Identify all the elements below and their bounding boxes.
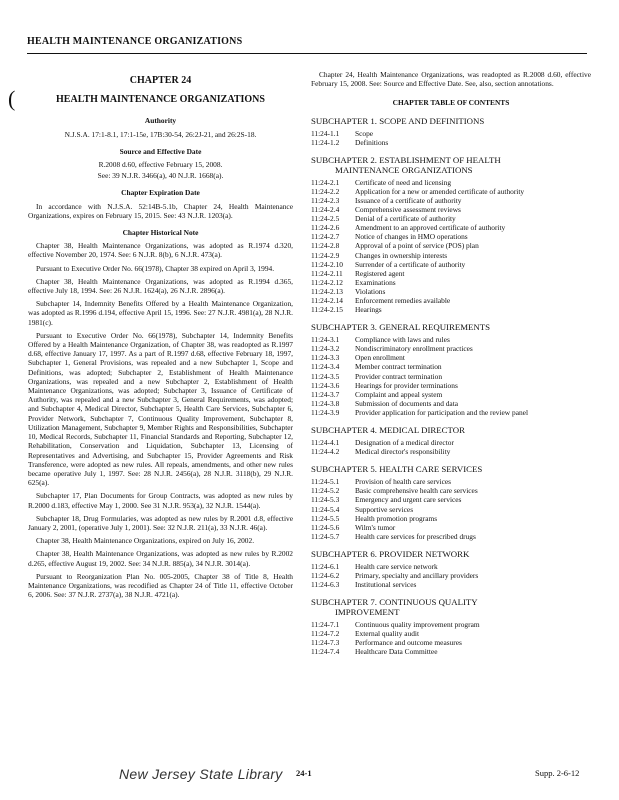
authority-heading: Authority <box>144 116 177 126</box>
section-title: Hearings <box>355 305 382 315</box>
section-number: 11:24-5.1 <box>311 477 340 487</box>
historical-paragraph: Pursuant to Executive Order No. 66(1978), Chapter 38 expired on April 3, 1994. <box>36 263 275 273</box>
subchapter-heading <box>311 597 591 617</box>
section-title: Provider contract termination <box>355 371 443 381</box>
section-number: 11:24-2.10 <box>311 259 343 269</box>
section-title: Wilm's tumor <box>355 522 396 532</box>
toc-entry <box>311 344 591 353</box>
subchapter-title: SUBCHAPTER 4. MEDICAL DIRECTOR <box>311 425 465 436</box>
toc-entry <box>311 214 591 223</box>
source-line: R.2008 d.60, effective February 15, 2008. <box>98 160 223 170</box>
section-number: 11:24-2.5 <box>311 214 340 224</box>
section-number: 11:24-2.6 <box>311 223 340 233</box>
section-title: Notice of changes in HMO operations <box>355 232 468 242</box>
margin-bracket-mark: ( <box>8 86 16 111</box>
source-heading: Source and Effective Date <box>119 146 202 156</box>
section-title: Nondiscriminatory enrollment practices <box>355 344 473 354</box>
historical-heading: Chapter Historical Note <box>122 228 199 238</box>
section-title: Issuance of a certificate of authority <box>355 195 462 205</box>
section-title: Medical director's responsibility <box>355 447 451 457</box>
section-number: 11:24-2.15 <box>311 305 343 315</box>
toc-entry <box>311 187 591 196</box>
toc-entry <box>311 129 591 138</box>
toc-entry <box>311 232 591 241</box>
subchapter-title: SUBCHAPTER 6. PROVIDER NETWORK <box>311 548 470 559</box>
section-title: Hearings for provider terminations <box>355 380 458 390</box>
header-rule <box>27 53 587 54</box>
chapter-number: CHAPTER 24 <box>129 75 192 86</box>
historical-paragraph: Subchapter 17, Plan Documents for Group Contracts, was adopted as new rules by R.2000 d.183, effective May 1, 2000. See 31 N.J.R. 953(a), 32 N.J.R. 1544(a). <box>28 491 293 510</box>
toc-entry <box>311 399 591 408</box>
readopt-text: Chapter 24, Health Maintenance Organizations, was readopted as R.2008 d.60, effective February 15, 2008. See: Source and Effective Date. See, also, section annotations. <box>311 70 591 89</box>
toc-entry <box>311 408 591 417</box>
toc-entry <box>311 562 591 571</box>
section-number: 11:24-2.13 <box>311 286 343 296</box>
section-title: Comprehensive assessment reviews <box>355 205 461 215</box>
toc-entry <box>311 438 591 447</box>
section-number: 11:24-2.9 <box>311 250 340 260</box>
section-title: Certificate of need and licensing <box>355 177 452 187</box>
section-number: 11:24-3.4 <box>311 362 340 372</box>
toc-entry <box>311 223 591 232</box>
chapter-title: HEALTH MAINTENANCE ORGANIZATIONS <box>56 94 265 106</box>
section-number: 11:24-2.11 <box>311 268 343 278</box>
toc-entry <box>311 638 591 647</box>
section-number: 11:24-5.5 <box>311 513 340 523</box>
authority-text: N.J.S.A. 17:1-8.1, 17:1-15e, 17B:30-54, 26:2J-21, and 26:2S-18. <box>64 129 257 139</box>
section-number: 11:24-3.3 <box>311 353 340 363</box>
section-number: 11:24-2.3 <box>311 195 340 205</box>
toc-entry <box>311 353 591 362</box>
section-title: Emergency and urgent care services <box>355 495 462 505</box>
toc-entry <box>311 251 591 260</box>
section-number: 11:24-3.7 <box>311 389 340 399</box>
historical-paragraph: Subchapter 14, Indemnity Benefits Offered by a Health Maintenance Organization, was adopted as R.1996 d.194, effective April 15, 1996. See: 27 N.J.R. 4981(a), 28 N.J.R. 1981(c). <box>28 299 293 327</box>
section-title: Violations <box>355 286 386 296</box>
section-title: Registered agent <box>355 268 405 278</box>
toc-entry <box>311 580 591 589</box>
section-title: Continuous quality improvement program <box>355 620 480 630</box>
subchapter-title: SUBCHAPTER 1. SCOPE AND DEFINITIONS <box>311 115 485 126</box>
historical-paragraph: Pursuant to Executive Order No. 66(1978), Subchapter 14, Indemnity Benefits Offered by a Health Maintenance Organization, of Chapter 38, was readopted as R.1997 d.68, effective January 17, 1997. As a part of R.1997 d.68, effective February 18, 1997, Subchapter 1, General Provisions, was repealed and a new Subchapter 1, Scope and Definitions, was adopted; Subchapter 2, Establishment of Health Maintenance Organizations, was repealed and a new Subchapter 2, Establishment of Health Maintenance Organizations, was adopted; Subchapter 3, Issuance of Certificate of Authority, was repealed and a new Subchapter 3, General Requirements, was adopted; and Subchapter 4, Medical Director, Subchapter 5, Health Care Services, Subchapter 6, Provider Network, Subchapter 7, Continuous Quality Improvement, Subchapter 8, Utilization Management, Subchapter 9, Member Rights and Responsibilities, Subchapter 10, Medical Records, Subchapter 11, Financial Standards and Reporting, Subchapter 12, Rehabilitation, Conservation and Liquidation, Subchapter 13, Licensing of Representatives and Advertising, and Subchapter 15, Provider Agreements and Risk Transference, were adopted as new rules. All repeals, amendments, and other new rules became operative July 1, 1997. See: 28 N.J.R. 2456(a), 28 N.J.R. 3118(b), 29 N.J.R. 625(a). <box>28 330 293 488</box>
section-number: 11:24-2.7 <box>311 232 340 242</box>
source-line: See: 39 N.J.R. 3466(a), 40 N.J.R. 1668(a). <box>97 171 224 181</box>
section-number: 11:24-5.7 <box>311 531 340 541</box>
toc-entry <box>311 362 591 371</box>
section-number: 11:24-7.3 <box>311 638 340 648</box>
page-number: 24-1 <box>296 768 312 778</box>
historical-paragraph: Chapter 38, Health Maintenance Organizations, was adopted as R.1994 d.365, effective July 18, 1994. See: 26 N.J.R. 1624(a), 26 N.J.R. 2896(a). <box>28 276 293 296</box>
section-number: 11:24-1.2 <box>311 137 340 147</box>
toc-entry <box>311 514 591 523</box>
left-column <box>28 70 293 603</box>
toc-entry <box>311 532 591 541</box>
running-head: HEALTH MAINTENANCE ORGANIZATIONS <box>27 36 243 47</box>
toc-entry <box>311 205 591 214</box>
section-title: Basic comprehensive health care services <box>355 486 478 496</box>
historical-paragraph: Chapter 38, Health Maintenance Organizations, was adopted as new rules by R.2002 d.265, effective August 19, 2002. See: 34 N.J.R. 885(a), 34 N.J.R. 3014(a). <box>28 549 293 568</box>
section-number: 11:24-3.9 <box>311 407 340 417</box>
historical-paragraph: Subchapter 18, Drug Formularies, was adopted as new rules by R.2001 d.8, effective January 2, 2001, (operative July 1, 2001). See: 32 N.J.R. 211(a), 33 N.J.R. 46(a). <box>28 513 293 532</box>
section-title: Enforcement remedies available <box>355 296 451 306</box>
section-number: 11:24-2.2 <box>311 186 340 196</box>
section-title: Application for a new or amended certificate of authority <box>355 186 525 196</box>
toc-entry <box>311 287 591 296</box>
section-number: 11:24-4.2 <box>311 447 340 457</box>
subchapter-title: SUBCHAPTER 3. GENERAL REQUIREMENTS <box>311 322 491 333</box>
section-title: Definitions <box>355 137 389 147</box>
section-number: 11:24-3.1 <box>311 335 340 345</box>
toc-entry <box>311 495 591 504</box>
section-number: 11:24-4.1 <box>311 438 340 448</box>
supplement-date: Supp. 2-6-12 <box>535 768 580 778</box>
toc-entry <box>311 447 591 456</box>
subchapter-heading <box>311 155 591 175</box>
subchapter-title: SUBCHAPTER 2. ESTABLISHMENT OF HEALTH <box>311 154 501 165</box>
section-number: 11:24-6.2 <box>311 570 340 580</box>
section-title: Provider application for participation and the review panel <box>355 407 529 417</box>
historical-paragraph: Chapter 38, Health Maintenance Organizations, was adopted as R.1974 d.320, effective November 20, 1974. See: 6 N.J.R. 8(b), 6 N.J.R. 473(a). <box>28 241 293 260</box>
section-title: Primary, specialty and ancillary providers <box>355 570 479 580</box>
expiration-heading: Chapter Expiration Date <box>121 188 200 198</box>
section-title: Compliance with laws and rules <box>355 335 450 345</box>
section-title: Health promotion programs <box>355 513 438 523</box>
section-title: Performance and outcome measures <box>355 638 462 648</box>
section-title: Changes in ownership interests <box>355 250 448 260</box>
section-title: Designation of a medical director <box>355 438 454 448</box>
section-number: 11:24-7.2 <box>311 629 340 639</box>
toc-entry <box>311 138 591 147</box>
section-number: 11:24-2.12 <box>311 277 343 287</box>
toc-entry <box>311 241 591 250</box>
subchapter-heading <box>311 425 591 435</box>
section-title: Supportive services <box>355 504 414 514</box>
section-title: Open enrollment <box>355 353 405 363</box>
library-watermark: New Jersey State Library <box>119 766 283 782</box>
right-column <box>311 70 591 657</box>
table-of-contents <box>311 116 591 657</box>
toc-entry <box>311 620 591 629</box>
section-number: 11:24-2.4 <box>311 205 340 215</box>
toc-entry <box>311 305 591 314</box>
section-number: 11:24-3.6 <box>311 380 340 390</box>
toc-entry <box>311 571 591 580</box>
section-title: Submission of documents and data <box>355 398 459 408</box>
section-title: Provision of health care services <box>355 477 452 487</box>
section-title: Healthcare Data Committee <box>355 647 438 657</box>
section-number: 11:24-5.2 <box>311 486 340 496</box>
section-number: 11:24-3.5 <box>311 371 340 381</box>
section-number: 11:24-2.8 <box>311 241 340 251</box>
toc-entry <box>311 390 591 399</box>
section-title: Denial of a certificate of authority <box>355 214 456 224</box>
subchapter-heading <box>311 116 591 126</box>
section-title: Amendment to an approved certificate of authority <box>355 223 506 233</box>
toc-entry <box>311 278 591 287</box>
toc-entry <box>311 260 591 269</box>
subchapter-title-continued: IMPROVEMENT <box>335 607 400 618</box>
toc-entry <box>311 629 591 638</box>
subchapter-title: SUBCHAPTER 7. CONTINUOUS QUALITY <box>311 597 478 608</box>
subchapter-title: SUBCHAPTER 5. HEALTH CARE SERVICES <box>311 464 483 475</box>
section-number: 11:24-1.1 <box>311 128 340 138</box>
toc-entry <box>311 486 591 495</box>
toc-entry <box>311 477 591 486</box>
toc-entry <box>311 372 591 381</box>
section-title: External quality audit <box>355 629 420 639</box>
subchapter-heading <box>311 322 591 332</box>
section-number: 11:24-2.1 <box>311 177 340 187</box>
section-number: 11:24-6.3 <box>311 580 340 590</box>
section-number: 11:24-2.14 <box>311 296 343 306</box>
section-number: 11:24-3.8 <box>311 398 340 408</box>
section-title: Member contract termination <box>355 362 442 372</box>
section-title: Health care services for prescribed drugs <box>355 531 476 541</box>
toc-heading: CHAPTER TABLE OF CONTENTS <box>392 98 510 108</box>
section-number: 11:24-7.1 <box>311 620 340 630</box>
toc-entry <box>311 196 591 205</box>
section-number: 11:24-6.1 <box>311 561 340 571</box>
section-title: Scope <box>355 128 374 138</box>
section-title: Examinations <box>355 277 396 287</box>
historical-paragraph: Chapter 38, Health Maintenance Organizations, expired on July 16, 2002. <box>36 536 255 546</box>
toc-entry <box>311 523 591 532</box>
subchapter-heading <box>311 464 591 474</box>
section-title: Complaint and appeal system <box>355 389 443 399</box>
toc-entry <box>311 296 591 305</box>
section-number: 11:24-5.6 <box>311 522 340 532</box>
toc-entry <box>311 335 591 344</box>
section-number: 11:24-7.4 <box>311 647 340 657</box>
subchapter-title-continued: MAINTENANCE ORGANIZATIONS <box>335 164 473 175</box>
subchapter-heading <box>311 549 591 559</box>
toc-entry <box>311 381 591 390</box>
section-title: Surrender of a certificate of authority <box>355 259 466 269</box>
section-number: 11:24-5.3 <box>311 495 340 505</box>
toc-entry <box>311 647 591 656</box>
expiration-text: In accordance with N.J.S.A. 52:14B-5.1b, Chapter 24, Health Maintenance Organizations, expires on February 15, 2015. See: 43 N.J.R. 1203(a). <box>28 201 293 220</box>
toc-entry <box>311 505 591 514</box>
toc-entry <box>311 178 591 187</box>
section-title: Approval of a point of service (POS) plan <box>355 241 479 251</box>
historical-notes <box>28 241 293 599</box>
section-number: 11:24-5.4 <box>311 504 340 514</box>
section-title: Health care service network <box>355 561 438 571</box>
toc-entry <box>311 269 591 278</box>
historical-paragraph: Pursuant to Reorganization Plan No. 005-2005, Chapter 38 of Title 8, Health Maintenance Organizations, was recodified as Chapter 24 of Title 11, effective October 6, 2006. See: 37 N.J.R. 2737(a), 38 N.J.R. 4721(a). <box>28 571 293 600</box>
section-number: 11:24-3.2 <box>311 344 340 354</box>
section-title: Institutional services <box>355 580 417 590</box>
